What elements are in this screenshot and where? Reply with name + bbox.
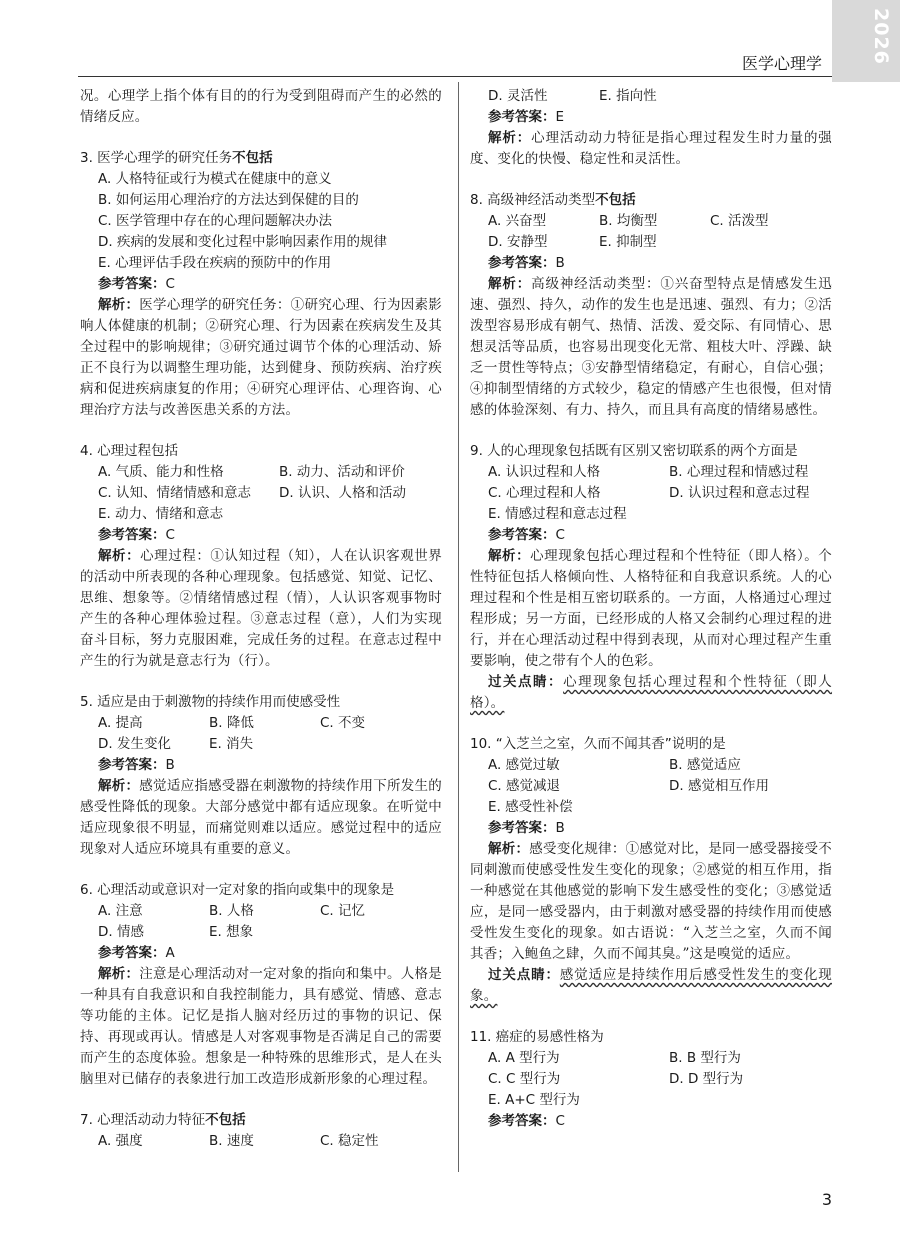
answer-value: C [555,527,565,543]
explanation: 解析：感觉适应指感受器在刺激物的持续作用下所发生的感受性降低的现象。大部分感觉中都有适应现象。在听觉中适应现象很不明显，而痛觉则难以适应。感觉过程中的适应现象对人适应环境具有重要的意义。 [80,778,442,857]
question-8 [470,190,832,421]
question-stem: 3. 医学心理学的研究任务不包括 [80,150,273,166]
explanation: 解析：心理现象包括心理过程和个性特征（即人格）。个性特征包括人格倾向性、人格特征和自我意识系统。人的心理过程和个性是相互密切联系的。一方面，人格通过心理过程形成；另一方面，已经形成的人格又会制约心理过程的进行，并在心理活动过程中得到表现，从而对心理过程产生重要影响，使之带有个人的色彩。 [470,548,832,669]
options [80,901,442,943]
question-5 [80,692,442,860]
option: B. 降低 [209,715,254,731]
column-divider [458,82,459,1172]
question-6 [80,880,442,1090]
option: A. 人格特征或行为模式在健康中的意义 [98,171,332,187]
option: E. 动力、情绪和意志 [98,506,224,522]
option: C. 记忆 [320,903,366,919]
option: D. 发生变化 [98,736,171,752]
option: E. 情感过程和意志过程 [488,506,627,522]
emphasis: 不包括 [232,150,273,166]
answer-line: 参考答案：E [488,109,565,125]
question-stem: 5. 适应是由于刺激物的持续作用而使感受性 [80,694,341,710]
option: C. 稳定性 [320,1133,379,1149]
option: E. 感受性补偿 [488,799,573,815]
answer-line: 参考答案：B [488,255,565,271]
options [80,169,442,274]
header-rule [78,76,832,77]
explanation: 解析：医学心理学的研究任务：①研究心理、行为因素影响人体健康的机制；②研究心理、行为因素在疾病发生及其全过程中的影响规律；③研究通过调节个体的心理活动、矫正不良行为以调整生理功能，达到健身、预防疾病、治疗疾病和促进疾病康复的作用；④研究心理评估、心理咨询、心理治疗方法与改善医患关系的方法。 [80,297,442,418]
option: B. 心理过程和情感过程 [669,464,809,480]
answer-line: 参考答案：A [98,945,175,961]
emphasis: 不包括 [595,192,636,208]
question-4 [80,441,442,672]
right-column [470,86,832,1132]
option: D. 疾病的发展和变化过程中影响因素作用的规律 [98,234,387,250]
option: A. A 型行为 [488,1050,560,1066]
answer-line: 参考答案：C [98,527,175,543]
option: D. 灵活性 [488,88,548,104]
option: B. 如何运用心理治疗的方法达到保健的目的 [98,192,359,208]
option: B. 速度 [209,1133,254,1149]
year-label: 2026 [870,8,892,65]
option: E. A+C 型行为 [488,1092,580,1108]
option: C. 不变 [320,715,366,731]
answer-line: 参考答案：B [488,820,565,836]
emphasis: 不包括 [205,1112,246,1128]
question-stem: 9. 人的心理现象包括既有区别又密切联系的两个方面是 [470,443,798,459]
option: B. 动力、活动和评价 [279,464,405,480]
options [470,86,832,107]
answer-value: B [555,820,565,836]
running-header-title: 医学心理学 [741,54,822,73]
continuation-text: 况。心理学上指个体有目的的行为受到阻碍而产生的必然的情绪反应。 [80,88,442,125]
option: C. 心理过程和人格 [488,485,601,501]
explanation: 解析：高级神经活动类型：①兴奋型特点是情感发生迅速、强烈、持久，动作的发生也是迅速、强烈、有力；②活泼型容易形成有朝气、热情、活泼、爱交际、有同情心、思想灵活等品质，也容易出现变化无常、粗枝大叶、浮躁、缺乏一贯性等特点；③安静型情绪稳定，有耐心，自信心强；④抑制型情绪的方式较少，稳定的情感产生也很慢，但对情感的体验深刻、有力、持久，而且具有高度的情绪易感性。 [470,276,832,418]
answer-line: 参考答案：C [488,1113,565,1129]
explanation: 解析：心理过程：①认知过程（知），人在认识客观世界的活动中所表现的各种心理现象。包括感觉、知觉、记忆、思维、想象等。②情绪情感过程（情），人认识客观事物时产生的各种心理体验过程。③意志过程（意），人们为实现奋斗目标，努力克服困难，完成任务的过程。在意志过程中产生的行为就是意志行为（行）。 [80,548,442,669]
option: B. 人格 [209,903,254,919]
option: C. 认知、情绪情感和意志 [98,485,252,501]
options [80,713,442,755]
option: A. 气质、能力和性格 [98,464,224,480]
question-stem: 4. 心理过程包括 [80,443,179,459]
question-stem: 8. 高级神经活动类型不包括 [470,192,636,208]
answer-line: 参考答案：B [98,757,175,773]
question-7-continued [470,86,832,170]
option: B. B 型行为 [669,1050,741,1066]
option: C. 感觉减退 [488,778,561,794]
explanation: 解析：注意是心理活动对一定对象的指向和集中。人格是一种具有自我意识和自我控制能力，具有感觉、情感、意志等功能的主体。记忆是指人脑对经历过的事物的识记、保持、再现或再认。情感是人对客观事物是否满足自己的需要而产生的态度体验。想象是一种特殊的思维形式，是人在头脑里对已储存的表象进行加工改造形成新形象的心理过程。 [80,966,442,1087]
question-3 [80,148,442,421]
key-point: 过关点睛：心理现象包括心理过程和个性特征（即人格）。 [470,674,833,711]
answer-value: E [555,109,565,125]
options [470,1048,832,1111]
option: B. 均衡型 [599,213,658,229]
left-column [80,86,442,1152]
option: C. C 型行为 [488,1071,561,1087]
question-stem: 7. 心理活动动力特征不包括 [80,1112,246,1128]
page-number: 3 [821,1190,832,1209]
option: C. 医学管理中存在的心理问题解决办法 [98,213,333,229]
question-11 [470,1027,832,1132]
option: D. 认识、人格和活动 [279,485,406,501]
option: D. 感觉相互作用 [669,778,769,794]
corner-tab [832,0,900,82]
options [470,211,832,253]
options [470,755,832,818]
option: E. 指向性 [599,88,657,104]
option: A. 提高 [98,715,143,731]
explanation: 解析：感受变化规律：①感觉对比，是同一感受器接受不同刺激而使感受性发生变化的现象；②感觉的相互作用，指一种感觉在其他感觉的影响下发生感受性的变化；③感觉适应，是同一感受器内，由于刺激对感受器的持续作用而使感受性发生变化的现象。如古语说：“入芝兰之室，久而不闻其香；入鲍鱼之肆，久而不闻其臭。”这是嗅觉的适应。 [470,841,832,962]
answer-value: C [165,527,175,543]
option: A. 注意 [98,903,143,919]
question-stem: 6. 心理活动或意识对一定对象的指向或集中的现象是 [80,882,395,898]
option: B. 感觉适应 [669,757,741,773]
option: A. 认识过程和人格 [488,464,601,480]
option: D. D 型行为 [669,1071,744,1087]
explanation: 解析：心理活动动力特征是指心理过程发生时力量的强度、变化的快慢、稳定性和灵活性。 [470,130,832,167]
option: A. 强度 [98,1133,143,1149]
answer-value: C [555,1113,565,1129]
option: A. 感觉过敏 [488,757,560,773]
answer-value: A [165,945,175,961]
option: E. 想象 [209,924,254,940]
answer-value: B [555,255,565,271]
options [80,1131,442,1152]
option: D. 情感 [98,924,144,940]
question-7 [80,1110,442,1152]
answer-line: 参考答案：C [98,276,175,292]
answer-value: C [165,276,175,292]
option: A. 兴奋型 [488,213,547,229]
question-9 [470,441,832,714]
options [80,462,442,525]
option: E. 消失 [209,736,254,752]
key-point: 过关点睛：感觉适应是持续作用后感受性发生的变化现象。 [470,967,832,1004]
option: C. 活泼型 [710,213,769,229]
option: E. 心理评估手段在疾病的预防中的作用 [98,255,332,271]
options [470,462,832,525]
option: D. 安静型 [488,234,548,250]
answer-value: B [165,757,175,773]
question-stem: 10. “入芝兰之室，久而不闻其香”说明的是 [470,736,726,752]
answer-line: 参考答案：C [488,527,565,543]
question-stem: 11. 癌症的易感性格为 [470,1029,604,1045]
option: D. 认识过程和意志过程 [669,485,810,501]
question-10 [470,734,832,1007]
option: E. 抑制型 [599,234,657,250]
